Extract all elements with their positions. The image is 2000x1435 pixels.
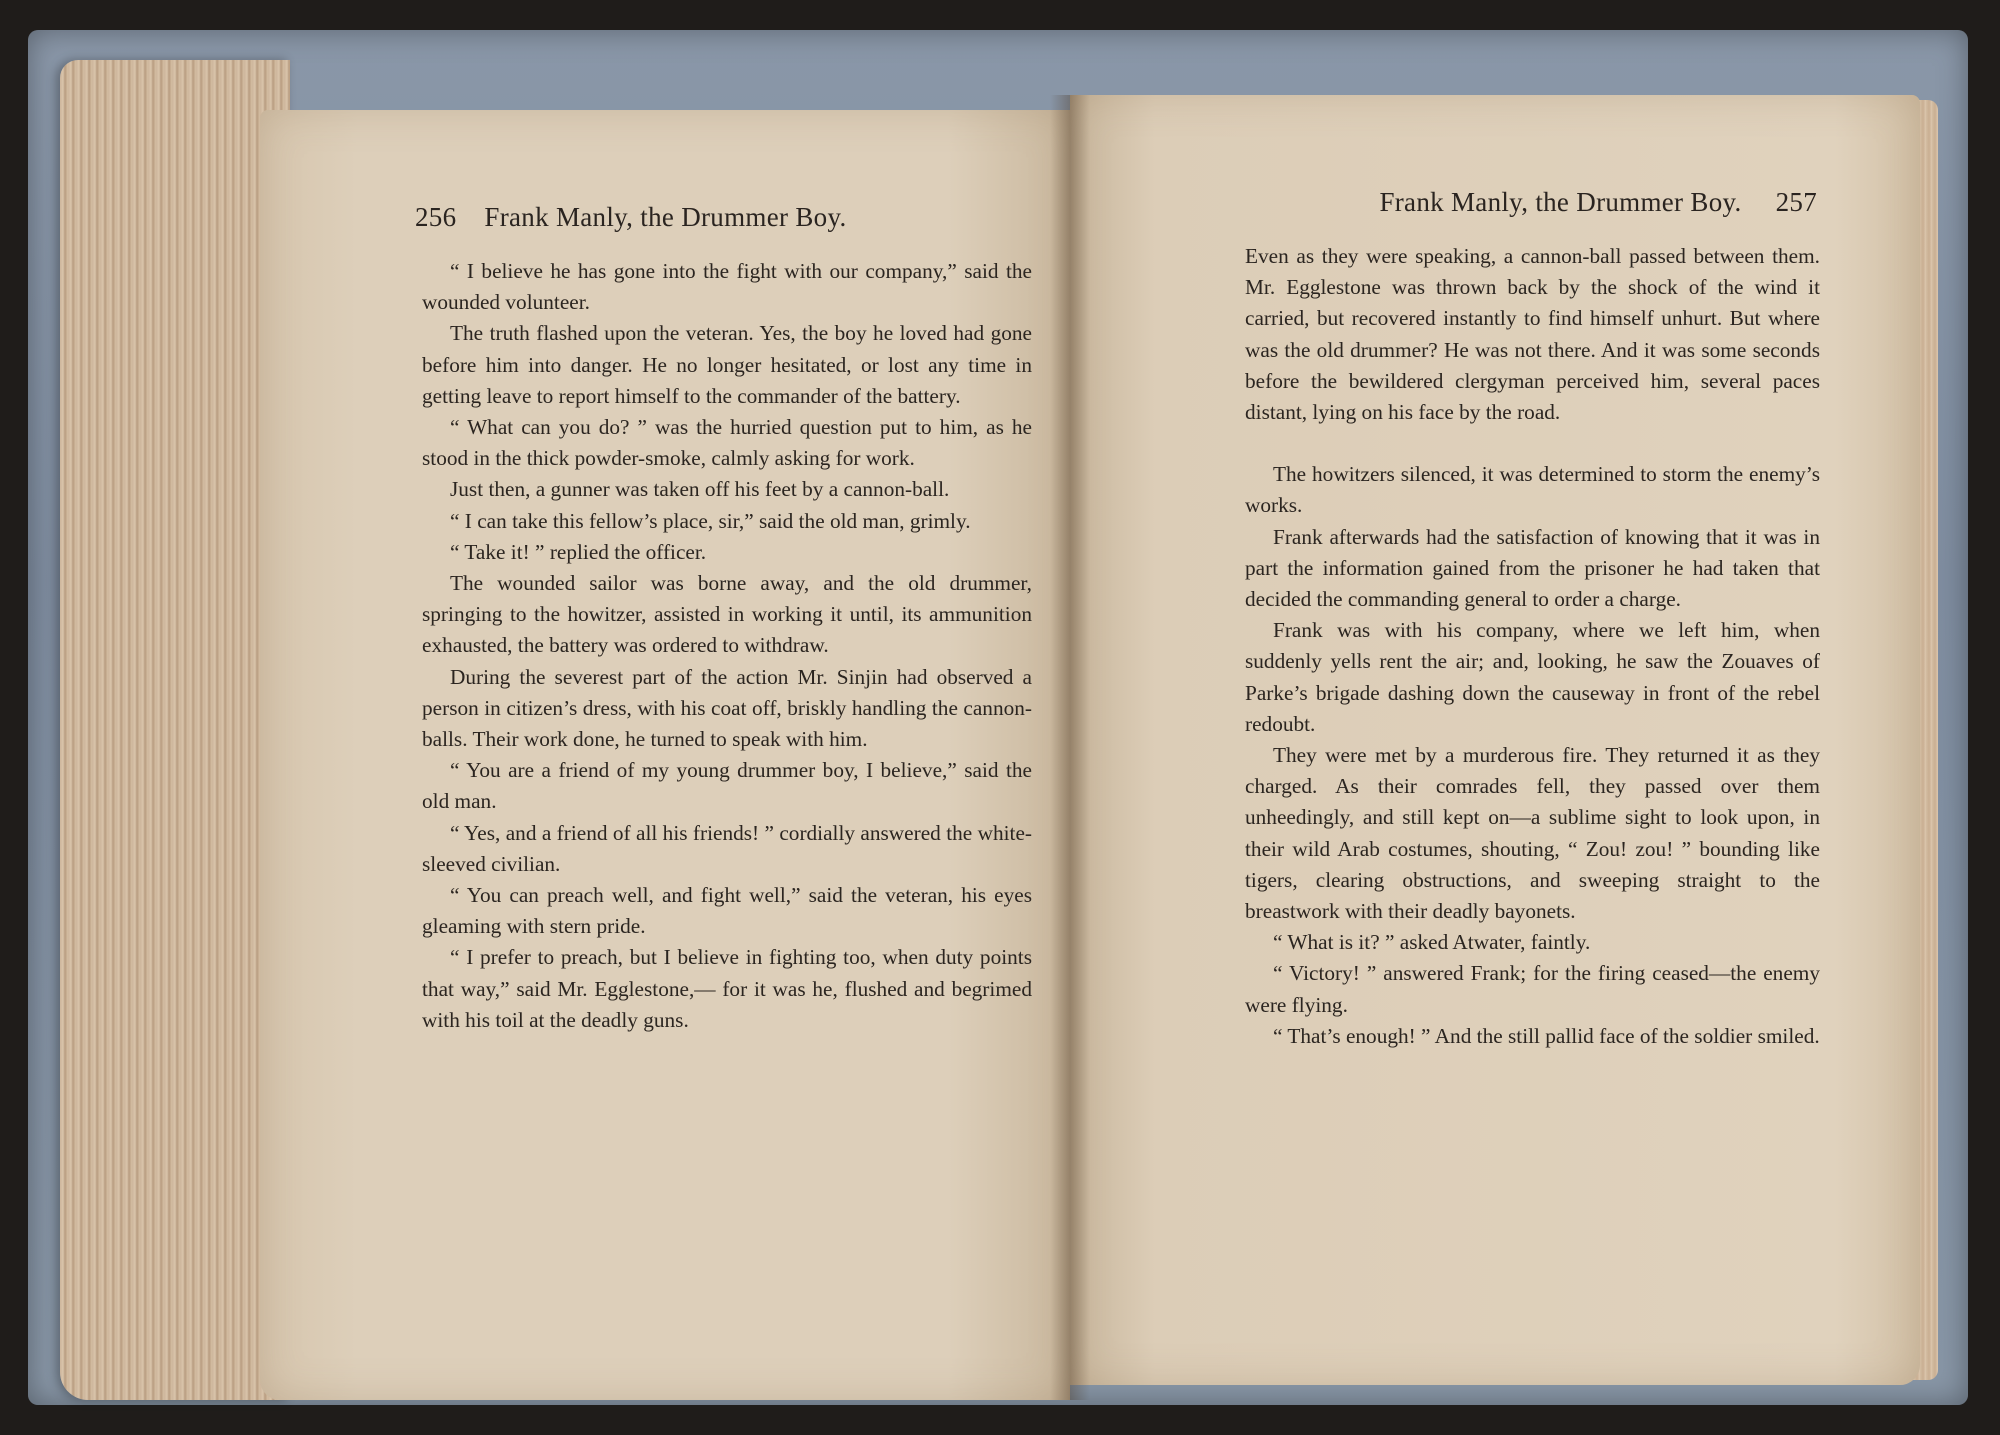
paragraph: They were met by a murderous fire. They returned it as they charged. As their comrades fell, they passed over them unheedingly, and still kept on—a sublime sight to look upon, in their wild Arab costumes, shouting, “ Zou! zou! ” bounding like tigers, clearing obstructions, and sweeping straight to the breastwork with their deadly bayonets.: [1245, 743, 1820, 924]
left-page-header: [415, 202, 1035, 233]
paragraph: The truth flashed upon the veteran. Yes, the boy he loved had gone before him into danger. He no longer hesitated, or lost any time in getting leave to report himself to the commander of the battery.: [422, 321, 1032, 408]
paragraph: Even as they were speaking, a cannon-ball passed between them. Mr. Egglestone was thrown back by the shock of the wind it carried, but recovered instantly to find himself unhurt. But where was the old drummer? He was not there. And it was some seconds before the bewildered clergyman perceived him, several paces distant, lying on his face by the road.: [1245, 244, 1820, 425]
page-number: 257: [1775, 187, 1817, 217]
paragraph: “ I can take this fellow’s place, sir,” said the old man, grimly.: [450, 508, 971, 533]
paragraph: “ Yes, and a friend of all his friends! ” cordially answered the white-sleeved civilian.: [422, 820, 1032, 876]
page-number: 256: [415, 202, 457, 232]
page-edges-left: [60, 60, 290, 1400]
book-gutter: [1050, 95, 1090, 1400]
paragraph: Frank afterwards had the satisfaction of knowing that it was in part the information gained from the prisoner he had taken that decided the commanding general to order a charge.: [1245, 524, 1820, 612]
paragraph: “ Take it! ” replied the officer.: [450, 539, 707, 564]
paragraph: “ What is it? ” asked Atwater, faintly.: [1273, 930, 1591, 955]
left-page: [260, 110, 1070, 1400]
paragraph: “ I prefer to preach, but I believe in fighting too, when duty points that way,” said Mr. Egglestone,— for it was he, flushed and begrimed with his toil at the deadly guns.: [422, 945, 1032, 1032]
paragraph: “ You are a friend of my young drummer boy, I believe,” said the old man.: [422, 758, 1032, 814]
paragraph: The wounded sailor was borne away, and the old drummer, springing to the howitzer, assisted in working it until, its ammunition exhausted, the battery was ordered to withdraw.: [422, 571, 1032, 658]
paragraph: Just then, a gunner was taken off his feet by a cannon-ball.: [450, 477, 950, 502]
paragraph: “ You can preach well, and fight well,” said the veteran, his eyes gleaming with stern pride.: [422, 883, 1032, 939]
running-head: Frank Manly, the Drummer Boy.: [1379, 187, 1742, 217]
right-page: [1070, 95, 1920, 1385]
right-page-header: [1225, 187, 1817, 218]
paragraph: “ Victory! ” answered Frank; for the firing ceased—the enemy were flying.: [1245, 961, 1820, 1017]
running-head: Frank Manly, the Drummer Boy.: [484, 202, 847, 232]
right-page-text: [1245, 241, 1820, 1052]
left-page-text: [422, 256, 1032, 1036]
paragraph: “ What can you do? ” was the hurried question put to him, as he stood in the thick powder-smoke, calmly asking for work.: [422, 415, 1032, 471]
paragraph: During the severest part of the action Mr. Sinjin had observed a person in citizen’s dress, with his coat off, briskly handling the cannon-balls. Their work done, he turned to speak with him.: [422, 664, 1032, 752]
paragraph: “ I believe he has gone into the fight with our company,” said the wounded volunteer.: [422, 259, 1032, 315]
paragraph: Frank was with his company, where we left him, when suddenly yells rent the air; and, looking, he saw the Zouaves of Parke’s brigade dashing down the causeway in front of the rebel redoubt.: [1245, 618, 1820, 736]
paragraph: The howitzers silenced, it was determined to storm the enemy’s works.: [1245, 462, 1820, 518]
paragraph: “ That’s enough! ” And the still pallid face of the soldier smiled.: [1273, 1023, 1820, 1048]
